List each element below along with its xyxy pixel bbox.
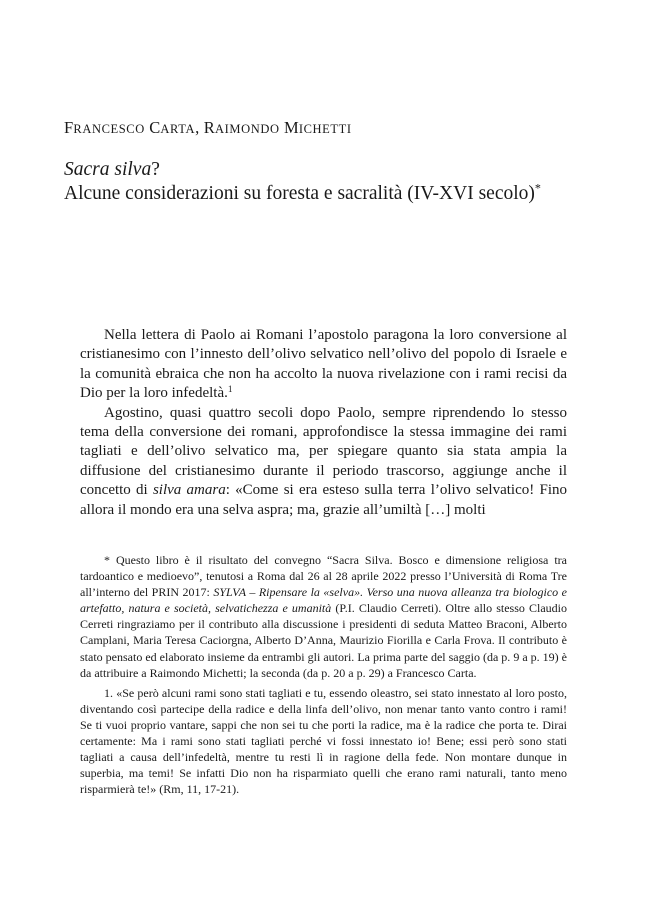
title-question-mark: ? [151, 159, 160, 180]
title-footnote-marker: * [534, 181, 541, 196]
body-text [80, 326, 567, 520]
title-main: Sacra silva [64, 159, 152, 180]
footnote-star [80, 552, 567, 681]
footnote-star-text-a: * Questo libro è il risultato del convegno “Sacra Silva. Bosco e dimensione religiosa tra tardoantico e medioevo”, tenutosi a Roma dal 26 al 28 aprile 2022 presso l’Università di Roma Tre all’interno del PRIN 2017: [80, 553, 567, 600]
footnote-star-emphasis: SYLVA – Ripensare la «selva». Verso una nuova alleanza tra biologico e artefatto, natura e società, selvatichezza e umanità [80, 585, 567, 616]
author2-initial-last: M [283, 118, 299, 137]
title-main-line [64, 158, 604, 182]
title-subtitle-line [64, 182, 604, 206]
author2-first-name-rest: AIMONDO [214, 122, 280, 136]
paragraph-1-text: Nella lettera di Paolo ai Romani l’apostolo paragona la loro conversione al cristianesimo con l’innesto dell’olivo selvatico nell’olivo del popolo di Israele e la comunità ebraica che non ha accolto la nuova rivelazione con i rami recisi da Dio per la loro infedeltà. [80, 327, 567, 402]
author1-last-name-rest: ARTA [160, 122, 196, 136]
author1-first-name-rest: RANCESCO [73, 122, 145, 136]
paragraph-2-text-a: Agostino, quasi quattro secoli dopo Paolo, sempre riprendendo lo stesso tema della conversione dei romani, approfondisce la stessa immagine dei rami tagliati e dell’olivo selvatico ma, per spiegare quanto sia stata ampia la diffusione del cristianesimo durante il periodo trascorso, aggiunge anche il concetto di [80, 404, 567, 499]
article-title [64, 158, 604, 206]
footnote-1 [80, 685, 567, 798]
author-separator: , [195, 118, 204, 137]
paragraph-2-text-b: : «Come si era esteso sulla terra l’olivo selvatico! Fino allora il mondo era una selva aspra; ma, grazie all’umiltà […] molti [80, 482, 567, 518]
footnotes [80, 552, 567, 801]
author1-initial-last: C [149, 118, 161, 137]
paragraph-1 [80, 326, 567, 404]
author1-initial-first: F [64, 118, 74, 137]
authors-line [64, 118, 352, 138]
footnote-1-text: 1. «Se però alcuni rami sono stati tagliati e tu, essendo oleastro, sei stato innestato al loro posto, diventando così partecipe della radice e della linfa dell’olivo, non menar tanto vanto contro i rami! Se ti vuoi proprio vantare, sappi che non sei tu che porti la radice, ma è la radice che porta te. Dirai certamente: Ma i rami sono stati tagliati perché vi fossi innestato io! Bene; essi però sono stati tagliati a causa dell’infedeltà, mentre tu resti lì in ragione della fede. Non montare dunque in superbia, ma temi! Se infatti Dio non ha risparmiato quelli che erano rami naturali, tanto meno risparmierà te!» (Rm, 11, 17-21). [80, 685, 567, 797]
footnote-ref-1: 1 [227, 385, 233, 396]
paragraph-2-emphasis: silva amara [152, 482, 226, 499]
footnote-star-text-b: (P.I. Claudio Cerreti). Oltre allo stesso Claudio Cerreti ringraziamo per il contributo alla discussione i presidenti di seduta Matteo Braconi, Alberto Camplani, Maria Teresa Caciorgna, Alberto D’Anna, Maurizio Fiorilla e Carla Frova. Il contributo è stato pensato ed elaborato insieme da entrambi gli autori. La prima parte del saggio (da p. 9 a p. 19) è da attribuire a Raimondo Michetti; la seconda (da p. 20 a p. 29) a Francesco Carta. [80, 601, 567, 680]
author2-last-name-rest: ICHETTI [298, 122, 352, 136]
title-subtitle: Alcune considerazioni su foresta e sacralità (IV-XVI secolo) [64, 183, 535, 204]
paragraph-2 [80, 404, 567, 520]
author2-initial-first: R [203, 118, 215, 137]
